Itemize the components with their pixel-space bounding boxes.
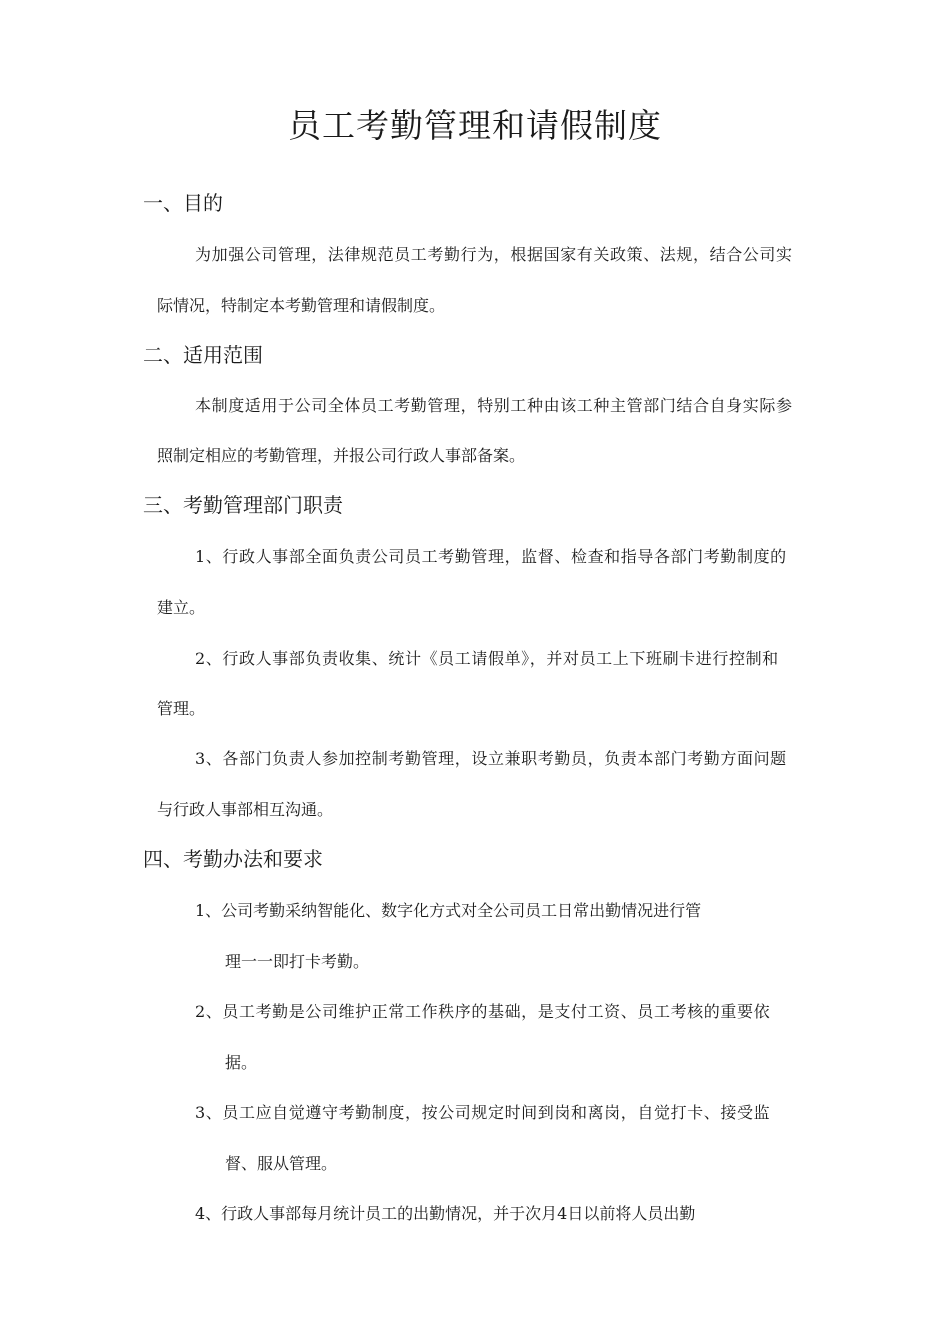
- paragraph-line: 际情况，特制定本考勤管理和请假制度。: [157, 296, 446, 315]
- paragraph-line: 2、员工考勤是公司维护正常工作秩序的基础，是支付工资、员工考核的重要依: [195, 1002, 771, 1021]
- paragraph-line: 督、服从管理。: [225, 1154, 338, 1173]
- paragraph-line: 据。: [225, 1053, 258, 1072]
- paragraph-line: 2、行政人事部负责收集、统计《员工请假单》，并对员工上下班刷卡进行控制和: [195, 649, 779, 668]
- paragraph-line: 管理。: [157, 699, 206, 718]
- paragraph-line: 1、公司考勤采纳智能化、数字化方式对全公司员工日常出勤情况进行管: [195, 901, 702, 920]
- document-title: 员工考勤管理和请假制度: [288, 106, 662, 145]
- paragraph-line: 建立。: [157, 598, 206, 617]
- paragraph-line: 理一一即打卡考勤。: [225, 952, 370, 971]
- section-heading-purpose: 一、目的: [143, 191, 223, 215]
- paragraph-line: 照制定相应的考勤管理，并报公司行政人事部备案。: [157, 446, 526, 465]
- paragraph-line: 3、各部门负责人参加控制考勤管理，设立兼职考勤员，负责本部门考勤方面问题: [195, 749, 787, 768]
- paragraph-line: 1、行政人事部全面负责公司员工考勤管理，监督、检查和指导各部门考勤制度的: [195, 547, 787, 566]
- paragraph-line: 为加强公司管理，法律规范员工考勤行为，根据国家有关政策、法规，结合公司实: [195, 245, 793, 264]
- paragraph-line: 4、行政人事部每月统计员工的出勤情况，并于次月4日以前将人员出勤: [195, 1204, 696, 1223]
- section-heading-methods: 四、考勤办法和要求: [143, 847, 323, 871]
- paragraph-line: 3、员工应自觉遵守考勤制度，按公司规定时间到岗和离岗，自觉打卡、接受监: [195, 1103, 771, 1122]
- section-heading-responsibilities: 三、考勤管理部门职责: [143, 493, 343, 517]
- paragraph-line: 与行政人事部相互沟通。: [157, 800, 334, 819]
- section-heading-scope: 二、适用范围: [143, 343, 263, 367]
- paragraph-line: 本制度适用于公司全体员工考勤管理，特别工种由该工种主管部门结合自身实际参: [195, 396, 793, 415]
